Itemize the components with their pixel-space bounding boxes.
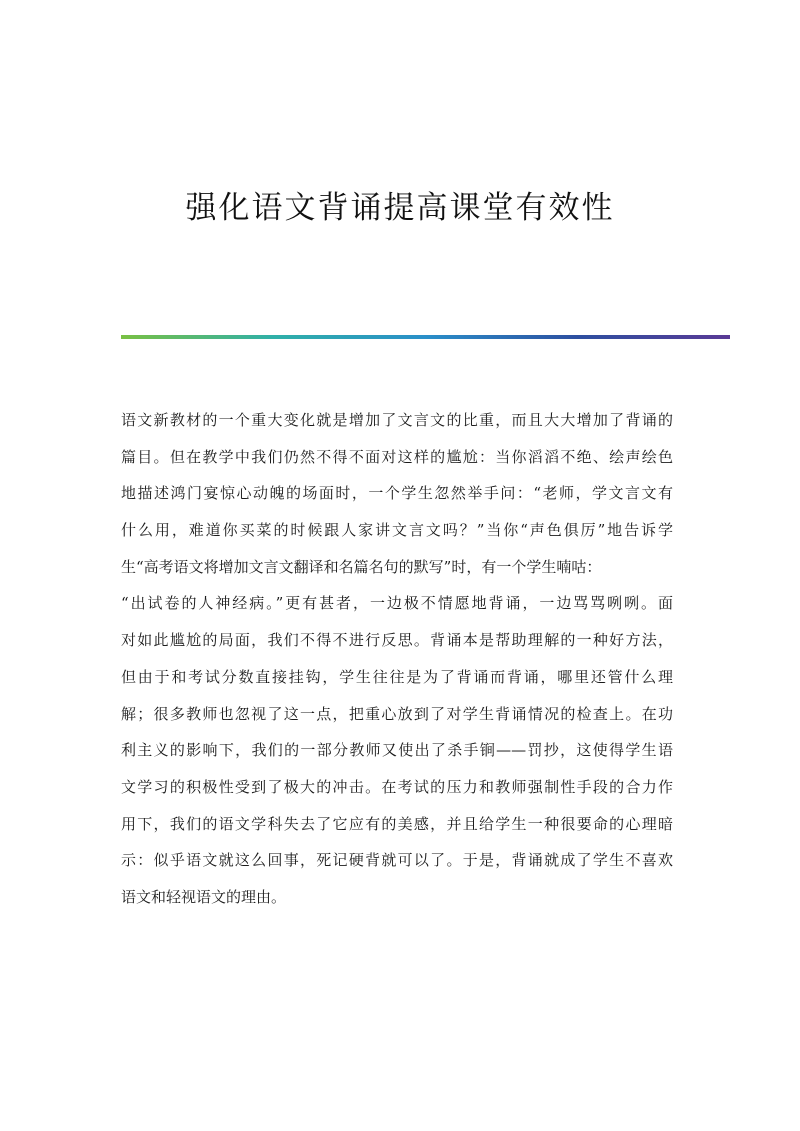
paragraph-line: 什么用，难道你买菜的时候跟人家讲文言文吗？”当你“声色俱厉”地告诉学 bbox=[121, 521, 673, 540]
paragraph-line: 篇目。但在教学中我们仍然不得不面对这样的尴尬：当你滔滔不绝、绘声绘色 bbox=[121, 447, 673, 466]
paragraph-line: 但由于和考试分数直接挂钩，学生往往是为了背诵而背诵，哪里还管什么理 bbox=[121, 667, 673, 686]
paragraph-line: 语文和轻视语文的理由。 bbox=[121, 887, 287, 906]
body-paragraph bbox=[121, 402, 673, 916]
paragraph-line: “出试卷的人神经病。”更有甚者，一边极不情愿地背诵，一边骂骂咧咧。面 bbox=[121, 594, 673, 613]
paragraph-line: 利主义的影响下，我们的一部分教师又使出了杀手锏——罚抄，这使得学生语 bbox=[121, 741, 673, 760]
paragraph-line: 示：似乎语文就这么回事，死记硬背就可以了。于是，背诵就成了学生不喜欢 bbox=[121, 851, 673, 870]
paragraph-line: 语文新教材的一个重大变化就是增加了文言文的比重，而且大大增加了背诵的 bbox=[121, 411, 673, 429]
paragraph-line: 解；很多教师也忽视了这一点，把重心放到了对学生背诵情况的检查上。在功 bbox=[121, 704, 673, 723]
paragraph-line: 对如此尴尬的局面，我们不得不进行反思。背诵本是帮助理解的一种好方法， bbox=[121, 631, 673, 650]
paragraph-line: 地描述鸿门宴惊心动魄的场面时，一个学生忽然举手问：“老师，学文言文有 bbox=[121, 484, 673, 503]
title-divider bbox=[121, 335, 730, 339]
paragraph-line: 生“高考语文将增加文言文翻译和名篇名句的默写”时，有一个学生喃咕： bbox=[121, 557, 602, 576]
page-title: 强化语文背诵提高课堂有效性 bbox=[185, 190, 615, 226]
paragraph-line: 文学习的积极性受到了极大的冲击。在考试的压力和教师强制性手段的合力作 bbox=[121, 777, 673, 796]
paragraph-line: 用下，我们的语文学科失去了它应有的美感，并且给学生一种很要命的心理暗 bbox=[121, 814, 673, 833]
